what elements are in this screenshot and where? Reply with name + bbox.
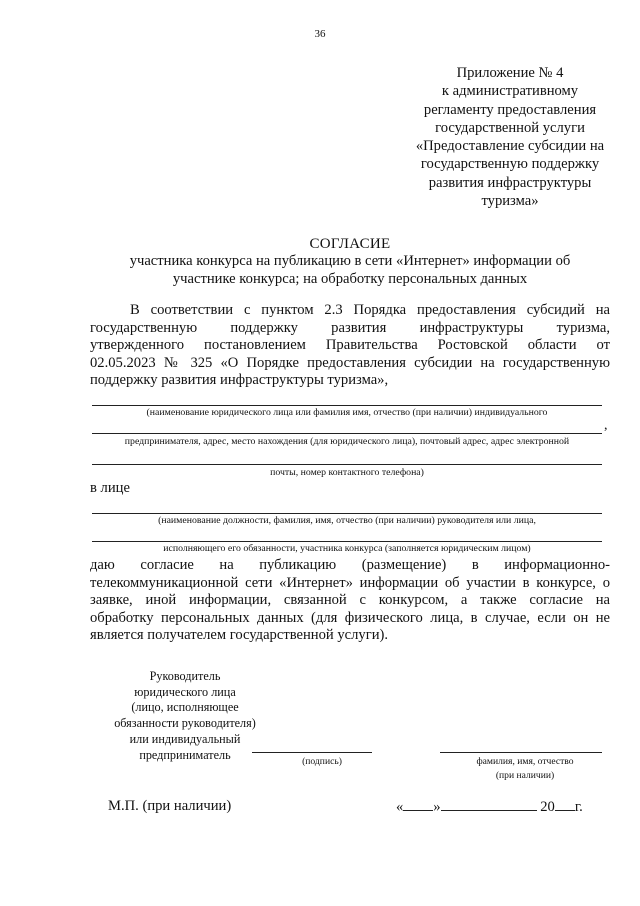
annex-line: развития инфраструктуры (428, 174, 592, 191)
annex-header (400, 64, 620, 210)
fill-line-contacts[interactable] (92, 464, 602, 465)
signer-block (100, 669, 270, 763)
paragraph-line: 02.05.2023 № 325 «О Порядке предоставления субсидии на государственную (90, 354, 610, 371)
caption-applicant-details: предпринимателя, адрес, место нахождения (для юридического лица), почтовый адрес, адрес электронной (124, 436, 570, 447)
signer-line: Руководитель (149, 669, 221, 683)
signer-line: обязанности руководителя) (114, 716, 256, 731)
paragraph-line: утвержденного постановлением Правительства Ростовской области от (90, 337, 610, 354)
caption-contacts: почты, номер контактного телефона) (270, 467, 424, 478)
subtitle-line: участнике конкурса; на обработку персональных данных (172, 271, 528, 287)
paragraph-line: государственную поддержку развития инфраструктуры туризма, (90, 319, 610, 336)
annex-line: туризма» (481, 193, 539, 210)
name-caption (440, 755, 610, 783)
document-subtitle (90, 252, 610, 288)
paragraph-line: заявке, иной информации, связанной с конкурсом, а также согласие на (90, 592, 610, 609)
annex-line: «Предоставление субсидии на (415, 138, 605, 155)
signer-line: предприниматель (139, 747, 231, 762)
date-month-blank[interactable] (441, 798, 537, 811)
caption-representative: (наименование должности, фамилия, имя, отчество (при наличии) руководителя или лица, (158, 515, 536, 526)
paragraph-line: является получателем государственной услуги). (90, 627, 389, 644)
fill-line-applicant-name[interactable] (92, 405, 602, 406)
page-number: 36 (314, 28, 326, 40)
signature-line[interactable] (252, 752, 372, 753)
signature-caption: (подпись) (302, 756, 342, 767)
consent-paragraph (90, 557, 610, 645)
name-caption-line: (при наличии) (495, 770, 555, 781)
name-caption-line: фамилия, имя, отчество (476, 756, 574, 767)
paragraph-line: телекоммуникационной сети «Интернет» информации об участии в конкурсе, о (90, 574, 610, 591)
date-field (396, 798, 583, 816)
intro-paragraph (90, 302, 610, 390)
date-open-quote: « (396, 799, 404, 815)
paragraph-line: В соответствии с пунктом 2.3 Порядка предоставления субсидий на (130, 302, 610, 318)
annex-line: к административному (441, 83, 579, 100)
stamp-label: М.П. (при наличии) (108, 798, 232, 814)
fill-line-representative[interactable] (92, 513, 602, 514)
date-close-quote: » (433, 799, 441, 815)
signer-line: (лицо, исполняющее (131, 700, 239, 715)
paragraph-line: обработку персональных данных (для физического лица, в случае, если он не (90, 609, 610, 626)
paragraph-line: даю согласие на публикацию (размещение) в информационно- (90, 557, 610, 573)
in-person-label: в лице (90, 480, 130, 496)
name-line[interactable] (440, 752, 602, 753)
paragraph-line: поддержку развития инфраструктуры туризма», (90, 372, 389, 389)
caption-representative-2: исполняющего его обязанности, участника конкурса (заполняется юридическим лицом) (163, 543, 531, 554)
document-title: СОГЛАСИЕ (309, 236, 391, 252)
date-year-prefix: 20 (540, 799, 555, 815)
date-year-suffix: г. (574, 799, 583, 815)
annex-line: государственную поддержку (420, 156, 600, 173)
annex-line: Приложение № 4 (456, 65, 564, 81)
signer-line: или индивидуальный (129, 731, 241, 746)
comma: , (604, 418, 608, 433)
annex-line: государственной услуги (435, 119, 585, 136)
caption-applicant-name: (наименование юридического лица или фамилия имя, отчество (при наличии) индивидуального (146, 407, 548, 418)
signer-line: юридического лица (134, 684, 236, 699)
subtitle-line: участника конкурса на публикацию в сети «Интернет» информации об (129, 253, 571, 269)
date-day-blank[interactable] (403, 798, 433, 811)
fill-line-representative-2[interactable] (92, 541, 602, 542)
annex-line: регламенту предоставления (423, 101, 597, 118)
date-year-blank[interactable] (555, 798, 575, 811)
fill-line-applicant-details[interactable] (92, 433, 602, 434)
